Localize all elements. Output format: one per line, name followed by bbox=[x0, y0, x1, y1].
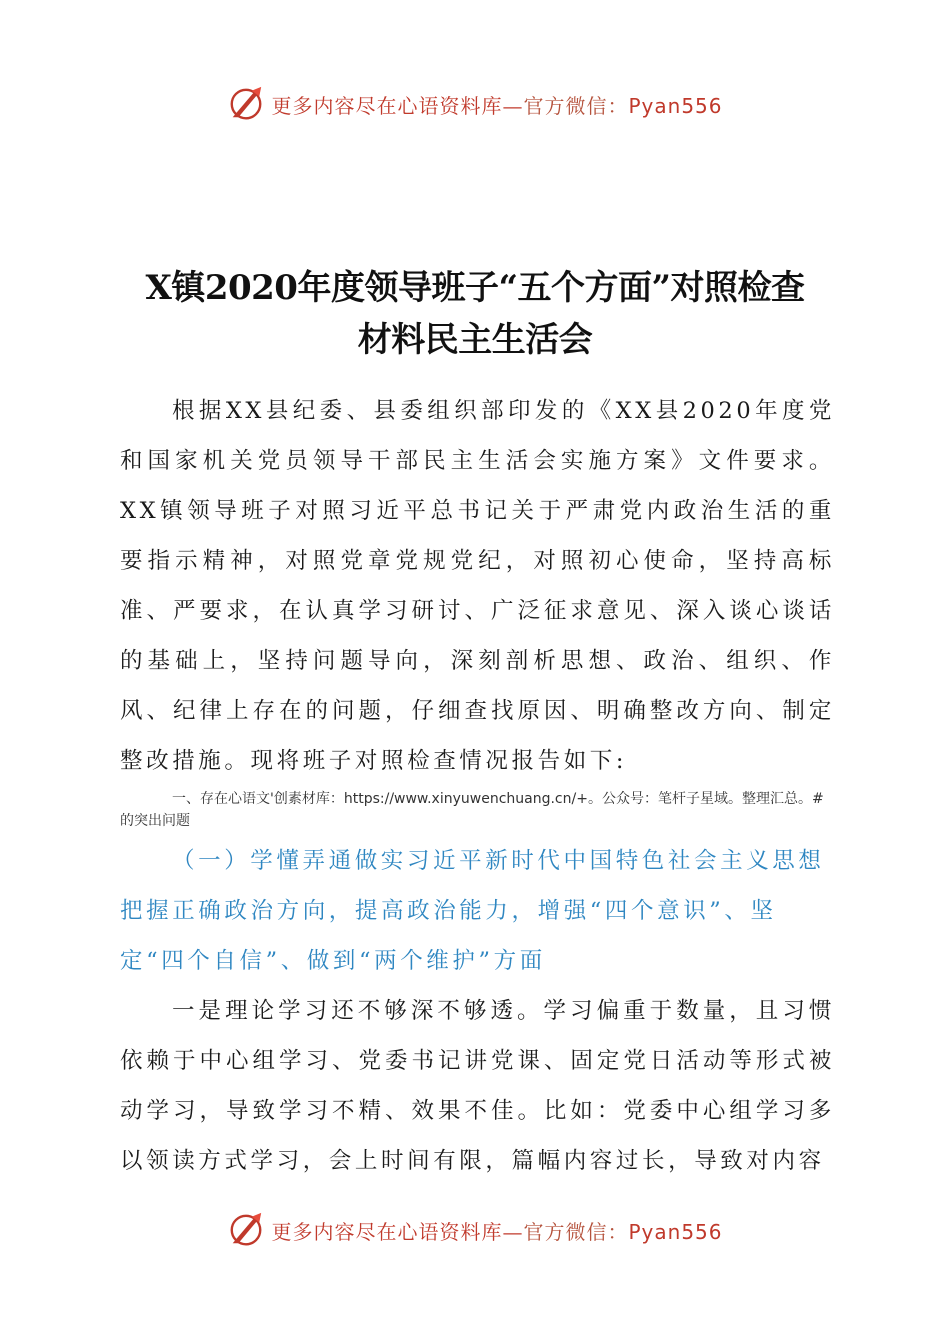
title-line-1: X镇2020年度领导班子“五个方面”对照检查 bbox=[145, 268, 805, 308]
section-heading: （一）学懂弄通做实习近平新时代中国特色社会主义思想把握正确政治方向，提高政治能力，增强“四个意识”、坚定“四个自信”、做到“两个维护”方面 bbox=[120, 848, 825, 974]
watermark-text: 更多内容尽在心语资料库—官方微信：Pyan556 bbox=[271, 1219, 723, 1244]
intro-paragraph: 根据XX县纪委、县委组织部印发的《XX县2020年度党和国家机关党员领导干部民主生活会实施方案》文件要求。XX镇领导班子对照习近平总书记关于严肃党内政治生活的重要指示精神，对照党章党规党纪，对照初心使命，坚持高标准、严要求，在认真学习研讨、广泛征求意见、深入谈心谈话的基础上，坚持问题导向，深刻剖析思想、政治、组织、作风、纪律上存在的问题，仔细查找原因、明确整改方向、制定整改措施。现将班子对照检查情况报告如下: bbox=[120, 398, 835, 774]
document-title bbox=[100, 262, 850, 366]
quill-pen-logo-icon bbox=[227, 85, 265, 123]
body-paragraph: 一是理论学习还不够深不够透。学习偏重于数量，且习惯依赖于中心组学习、党委书记讲党课、固定党日活动等形式被动学习，导致学习不精、效果不佳。比如：党委中心组学习多以领读方式学习，会上时间有限，篇幅内容过长，导致对内容 bbox=[120, 998, 835, 1174]
watermark-text: 更多内容尽在心语资料库—官方微信：Pyan556 bbox=[271, 93, 723, 118]
quill-pen-logo-icon bbox=[227, 1211, 265, 1249]
title-line-2: 材料民主生活会 bbox=[357, 320, 593, 360]
header-watermark-banner bbox=[0, 82, 950, 126]
footer-watermark-banner bbox=[0, 1208, 950, 1252]
section-note: 一、存在心语文'创素材库：https://www.xinyuwenchuang.cn/+。公众号：笔杆子星域。整理汇总。#的突出问题 bbox=[120, 791, 824, 829]
